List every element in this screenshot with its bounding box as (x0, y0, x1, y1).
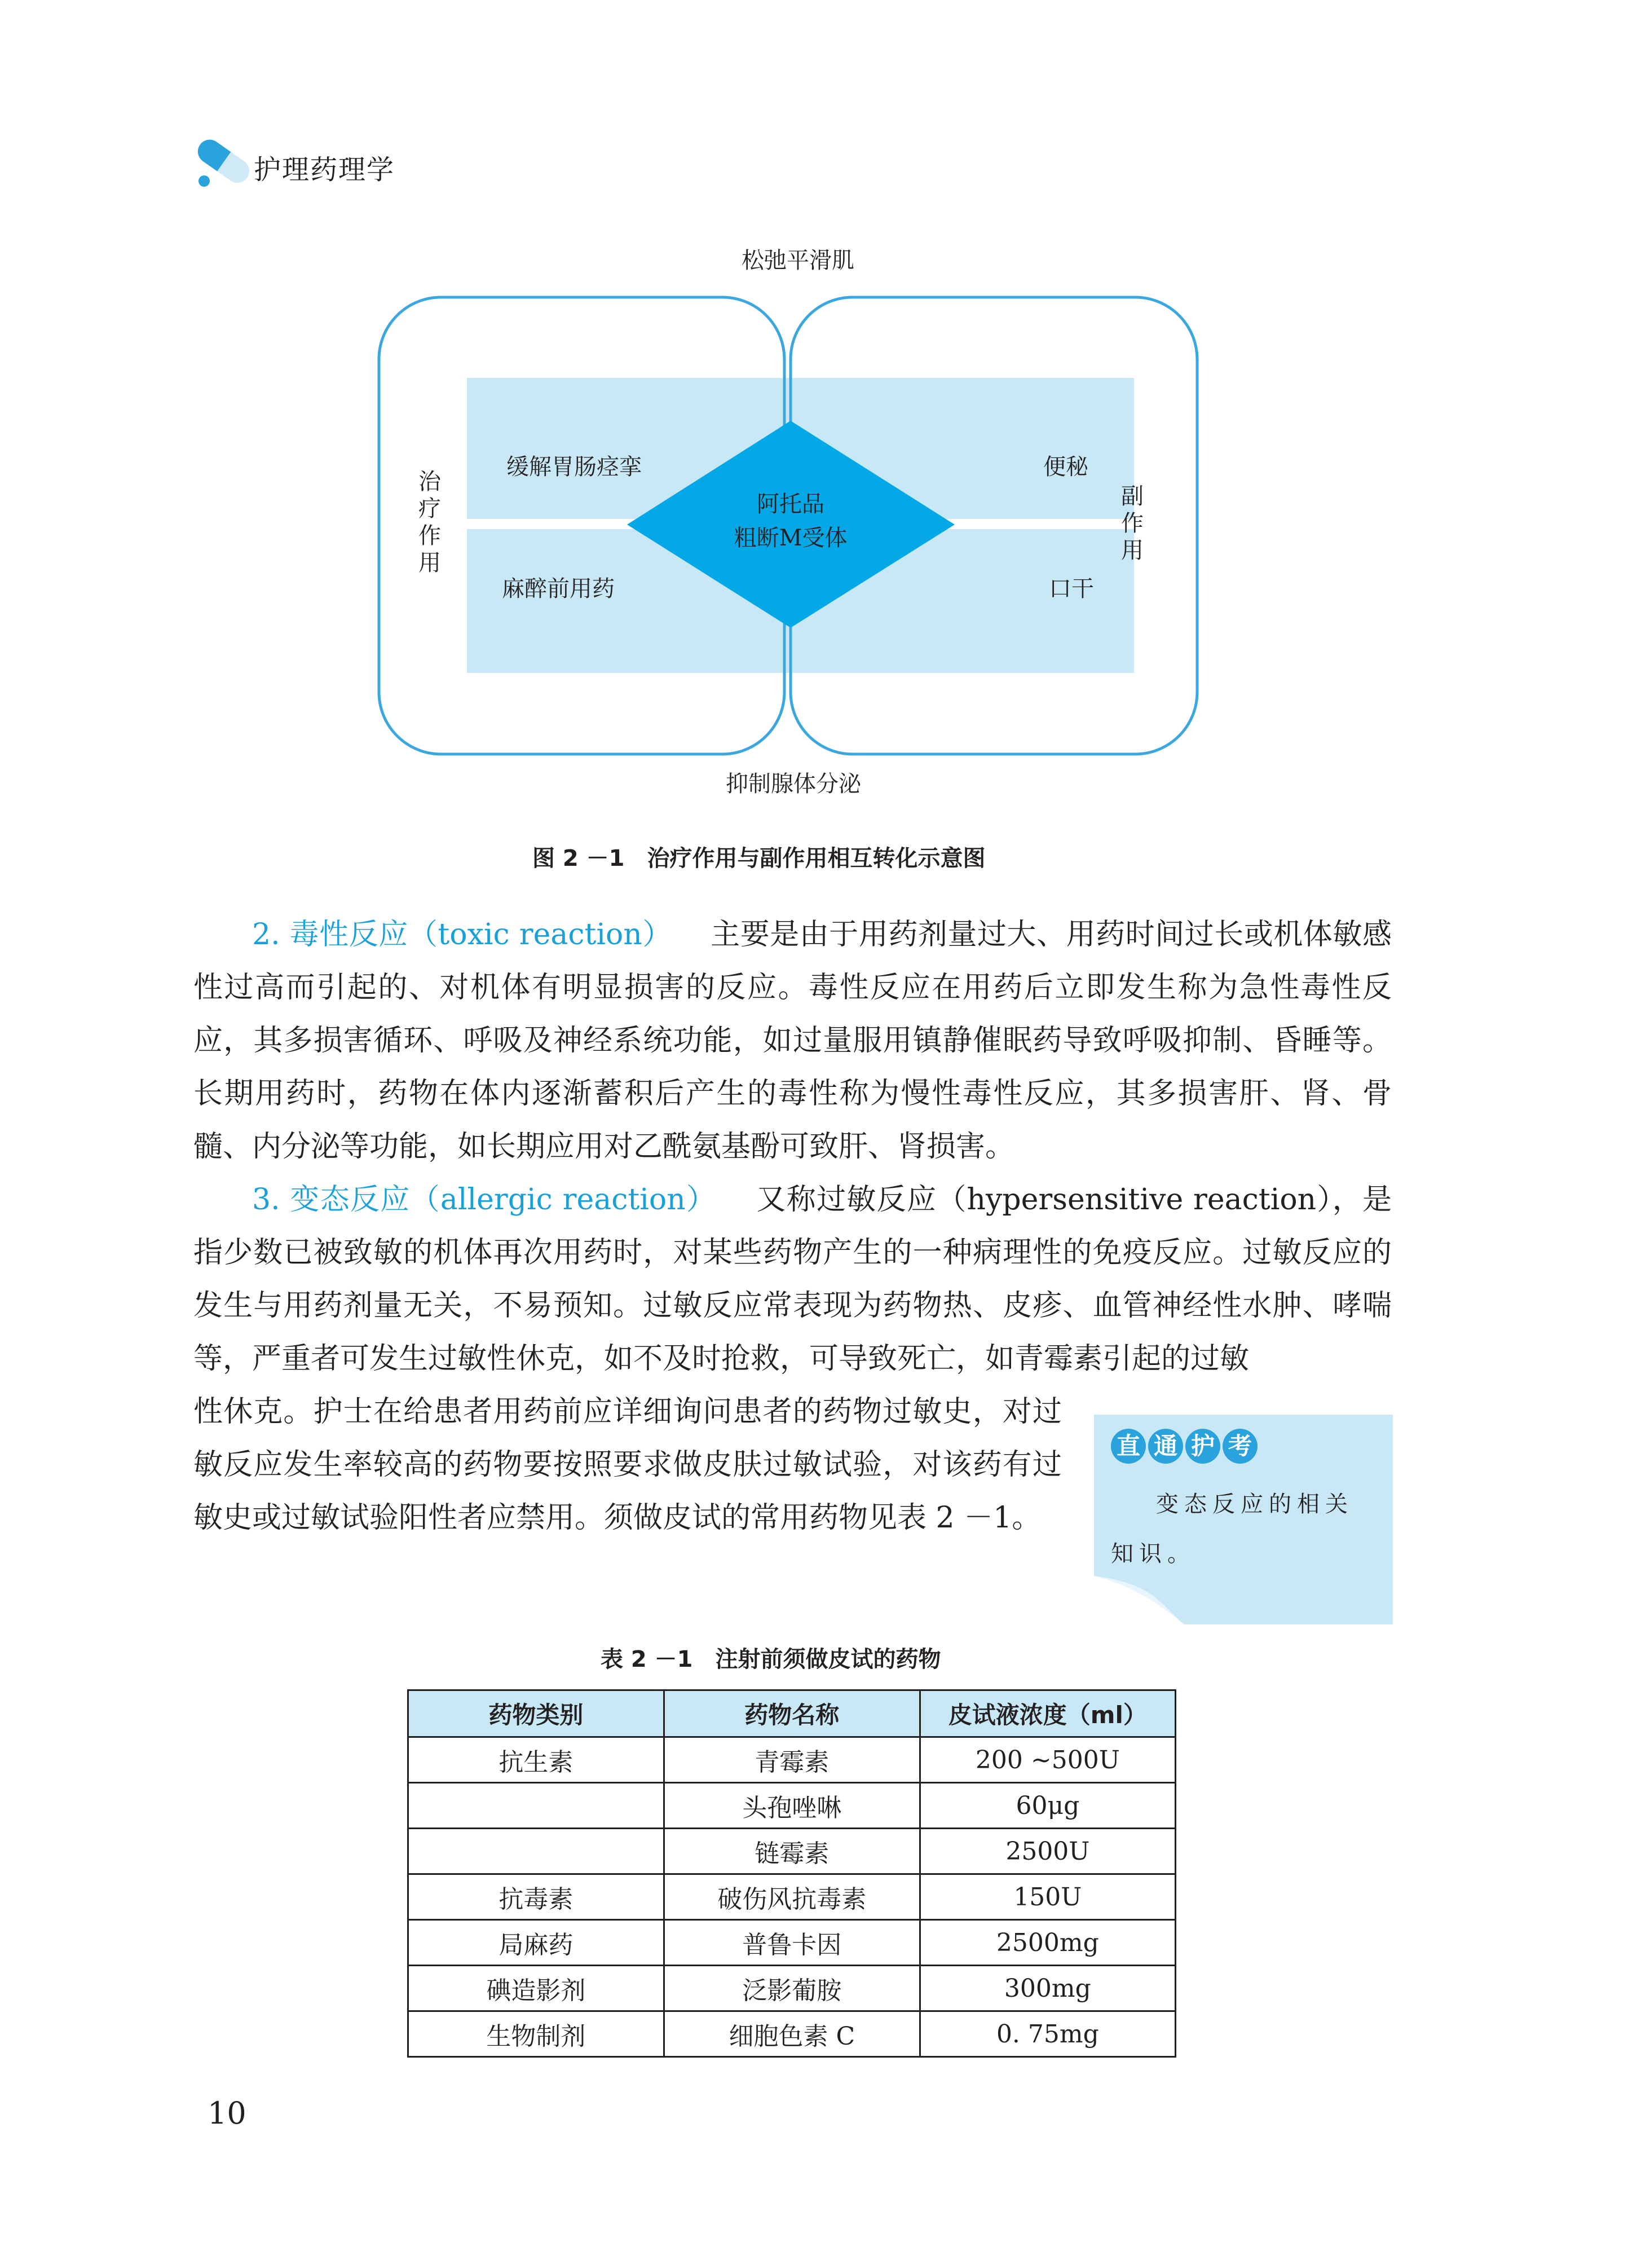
capsule-logo-icon (191, 133, 257, 189)
figure-diagram (372, 243, 1224, 818)
table-cell: 细胞色素 C (664, 2011, 920, 2057)
drug-table (407, 1689, 1176, 2058)
exam-callout (1094, 1415, 1393, 1624)
table-cell: 碘造影剂 (408, 1966, 664, 2011)
table-cell: 青霉素 (664, 1737, 920, 1783)
table-cell (408, 1783, 664, 1829)
book-title: 护理药理学 (254, 154, 395, 186)
top-right-label: 便秘 (1043, 454, 1088, 480)
table-cell: 60μg (920, 1783, 1175, 1829)
section-toxic-reaction (193, 908, 1392, 1173)
table-cell: 2500U (920, 1829, 1175, 1874)
badge-char: 考 (1223, 1429, 1258, 1464)
right-side-label: 副 作 用 (1121, 483, 1144, 563)
left-side-label: 治 疗 作 用 (418, 469, 441, 576)
table-row (408, 1829, 1176, 1874)
figure-caption: 图 2 －1 治疗作用与副作用相互转化示意图 (532, 845, 986, 871)
section-allergic-reaction (193, 1173, 1392, 1385)
top-left-label: 缓解胃肠痉挛 (506, 454, 642, 480)
badge-char: 通 (1148, 1429, 1183, 1464)
table-row (408, 2011, 1176, 2057)
table-cell: 生物制剂 (408, 2011, 664, 2057)
table-cell: 破伤风抗毒素 (664, 1874, 920, 1920)
table-row (408, 1737, 1176, 1783)
center-text: 阿托品 粗断M受体 (734, 491, 848, 551)
table-row (408, 1783, 1176, 1829)
section-3-heading: 3. 变态反应（allergic reaction） (252, 1183, 717, 1217)
badge-char: 直 (1111, 1429, 1146, 1464)
table-cell: 300mg (920, 1966, 1175, 2011)
section-2-body: 主要是由于用药剂量过大、用药时间过长或机体敏感性过高而引起的、对机体有明显损害的反应。毒性反应在用药后立即发生称为急性毒性反应，其多损害循环、呼吸及神经系统功能，如过量服用镇静催眠药导致呼吸抑制、昏睡等。长期用药时，药物在体内逐渐蓄积后产生的毒性称为慢性毒性反应，其多损害肝、肾、骨髓、内分泌等功能，如长期应用对乙酰氨基酚可致肝、肾损害。 (193, 918, 1392, 1164)
column-header: 药物类别 (408, 1690, 664, 1737)
badge-char: 护 (1185, 1429, 1220, 1464)
table-cell: 0. 75mg (920, 2011, 1175, 2057)
page-number: 10 (208, 2095, 246, 2131)
section-3-body: 又称过敏反应（hypersensitive reaction），是指少数已被致敏的机体再次用药时，对某些药物产生的一种病理性的免疫反应。过敏反应的发生与用药剂量无关，不易预知。过敏反应常表现为药物热、皮疹、血管神经性水肿、哮喘等，严重者可发生过敏性休克，如不及时抢救，可导致死亡，如青霉素引起的过敏 (193, 1183, 1392, 1376)
figure-top-label: 松弛平滑肌 (742, 248, 854, 274)
table-cell: 2500mg (920, 1920, 1175, 1966)
table-row (408, 1874, 1176, 1920)
table-cell: 150U (920, 1874, 1175, 1920)
table-row (408, 1966, 1176, 2011)
table-header-row (408, 1690, 1176, 1737)
exam-badge (1111, 1429, 1258, 1464)
table-cell: 链霉素 (664, 1829, 920, 1874)
column-header: 药物名称 (664, 1690, 920, 1737)
section-3-continued: 性休克。护士在给患者用药前应详细询问患者的药物过敏史，对过敏反应发生率较高的药物要按照要求做皮肤过敏试验，对该药有过敏史或过敏试验阳性者应禁用。须做皮试的常用药物见表 2 －1。 (193, 1395, 1062, 1535)
table-cell: 抗毒素 (408, 1874, 664, 1920)
table-cell: 泛影葡胺 (664, 1966, 920, 2011)
table-row (408, 1920, 1176, 1966)
section-2-heading: 2. 毒性反应（toxic reaction） (252, 918, 672, 952)
column-header: 皮试液浓度（ml） (920, 1690, 1175, 1737)
table-cell: 普鲁卡因 (664, 1920, 920, 1966)
table-cell (408, 1829, 664, 1874)
table-cell: 抗生素 (408, 1737, 664, 1783)
callout-text: 变态反应的相关知识。 (1111, 1491, 1353, 1567)
table-title: 表 2 －1 注射前须做皮试的药物 (601, 1646, 941, 1672)
bottom-left-label: 麻醉前用药 (502, 576, 615, 602)
bottom-right-label: 口干 (1049, 576, 1094, 602)
table-cell: 200 ~500U (920, 1737, 1175, 1783)
table-cell: 局麻药 (408, 1920, 664, 1966)
table-cell: 头孢唑啉 (664, 1783, 920, 1829)
figure-bottom-label: 抑制腺体分泌 (726, 771, 861, 797)
